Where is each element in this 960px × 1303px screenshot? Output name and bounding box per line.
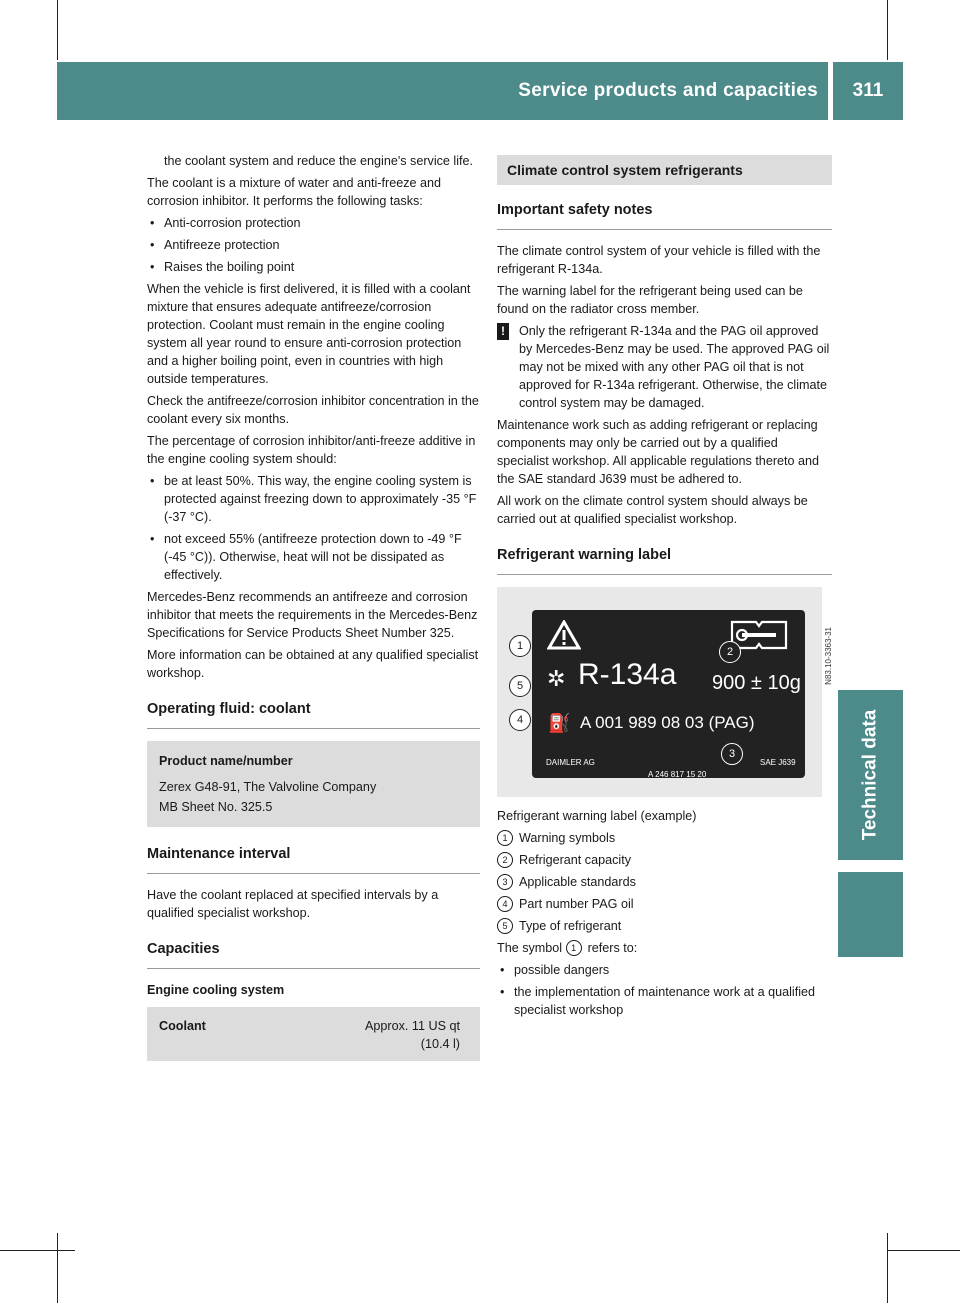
paragraph: Mercedes-Benz recommends an antifreeze and corrosion inhibitor that meets the requirements in the Mercedes-Benz Specifications for Service Products Sheet Number 325.: [147, 590, 478, 640]
section-heading: Refrigerant warning label: [497, 546, 832, 575]
section-heading: Capacities: [147, 940, 480, 969]
crop-mark: [57, 0, 58, 60]
list-item: • Anti-corrosion protection: [147, 214, 480, 232]
capacity-name: Coolant: [159, 1019, 206, 1033]
callout-2: 2: [719, 641, 741, 663]
paragraph: Check the antifreeze/corrosion inhibitor concentration in the coolant every six months.: [147, 394, 479, 426]
figure-caption: Refrigerant warning label (example): [497, 809, 697, 823]
standard: SAE J639: [760, 758, 796, 767]
crop-mark: [887, 1250, 960, 1251]
warning-note: [497, 322, 832, 412]
paragraph: The percentage of corrosion inhibitor/anti-freeze additive in the engine cooling system should:: [147, 434, 476, 466]
warning-text: Only the refrigerant R-134a and the PAG oil approved by Mercedes-Benz may be used. The approved PAG oil may not be mixed with any other PAG oil that is not approved for R-134a refrigerant. Otherwise, the climate control system may be damaged.: [519, 324, 830, 410]
snowflake-icon: ✲: [547, 666, 566, 691]
capacity-table: [147, 1007, 480, 1061]
paragraph: All work on the climate control system should always be carried out at qualified specialist workshop.: [497, 494, 808, 526]
paragraph: More information can be obtained at any qualified specialist workshop.: [147, 648, 479, 680]
refrigerant-type: R-134a: [578, 658, 677, 691]
paragraph: When the vehicle is first delivered, it is filled with a coolant mixture that ensures adequate antifreeze/corrosion protection. Coolant must remain in the engine cooling system all year round to ensure anti-corrosion protection and a higher boiling point, even in countries with high outside temperatures.: [147, 282, 471, 386]
part-number: A 001 989 08 03 (PAG): [580, 713, 755, 732]
continued-text: the coolant system and reduce the engine's service life.: [164, 154, 474, 168]
product-box: [147, 741, 480, 827]
manufacturer: DAIMLER AG: [546, 758, 595, 767]
product-line: MB Sheet No. 325.5: [159, 800, 273, 814]
section-banner: Climate control system refrigerants: [497, 155, 832, 185]
section-heading: Important safety notes: [497, 201, 832, 230]
product-heading: Product name/number: [159, 754, 293, 768]
list-item: • be at least 50%. This way, the engine cooling system is protected against freezing down to approximately -35 °F (-37 °C).: [147, 472, 480, 526]
right-column: [497, 155, 832, 1023]
legend-item: 1 Warning symbols: [497, 829, 832, 847]
callout-3: 3: [721, 743, 743, 765]
paragraph: The coolant is a mixture of water and anti-freeze and corrosion inhibitor. It performs the following tasks:: [147, 176, 442, 208]
crop-mark: [57, 1233, 58, 1303]
callout-1: 1: [509, 635, 531, 657]
label-code: A 246 817 15 20: [648, 770, 707, 779]
page-number: 311: [833, 62, 903, 120]
page-title: Service products and capacities: [518, 80, 818, 101]
callout-4: 4: [509, 709, 531, 731]
list-item: • possible dangers: [497, 961, 832, 979]
crop-mark: [0, 1250, 75, 1251]
section-block: [838, 872, 903, 957]
list-item: • Antifreeze protection: [147, 236, 480, 254]
figure-id: N83.10-3363-31: [824, 627, 833, 685]
paragraph: The climate control system of your vehicle is filled with the refrigerant R-134a.: [497, 244, 821, 276]
header-bar: [57, 62, 828, 120]
left-column: [147, 152, 480, 1061]
callout-5: 5: [509, 675, 531, 697]
section-heading: Operating fluid: coolant: [147, 700, 480, 729]
sub-heading: Engine cooling system: [147, 983, 285, 997]
warning-label-figure: [497, 587, 833, 797]
paragraph: Have the coolant replaced at specified intervals by a qualified specialist workshop.: [147, 888, 439, 920]
crop-mark: [887, 0, 888, 60]
list-item: • not exceed 55% (antifreeze protection down to -49 °F (-45 °C)). Otherwise, heat will not be dissipated as effectively.: [147, 530, 480, 584]
warning-triangle-icon: [547, 620, 581, 650]
list-item: • the implementation of maintenance work at a qualified specialist workshop: [497, 983, 832, 1019]
product-line: Zerex G48-91, The Valvoline Company: [159, 780, 377, 794]
warning-icon: !: [497, 323, 509, 340]
crop-mark: [887, 1233, 888, 1303]
paragraph: Maintenance work such as adding refrigerant or replacing components may only be carried out by a qualified specialist workshop. All applicable regulations thereto and the SAE standard J639 must be adhered to.: [497, 418, 820, 486]
list-item: • Raises the boiling point: [147, 258, 480, 276]
refrigerant-capacity: 900 ± 10g: [712, 672, 801, 694]
legend-item: 4 Part number PAG oil: [497, 895, 832, 913]
oil-can-icon: ⛽: [548, 713, 571, 733]
legend-item: 5 Type of refrigerant: [497, 917, 832, 935]
section-heading: Maintenance interval: [147, 845, 480, 874]
section-tab: Technical data: [838, 690, 903, 860]
paragraph: The warning label for the refrigerant being used can be found on the radiator cross member.: [497, 284, 803, 316]
legend-item: 3 Applicable standards: [497, 873, 832, 891]
warning-label-card: [532, 610, 805, 778]
symbol-refers: The symbol 1 refers to:: [497, 941, 638, 955]
capacity-value: Approx. 11 US qt (10.4 l): [365, 1019, 460, 1051]
legend-item: 2 Refrigerant capacity: [497, 851, 832, 869]
